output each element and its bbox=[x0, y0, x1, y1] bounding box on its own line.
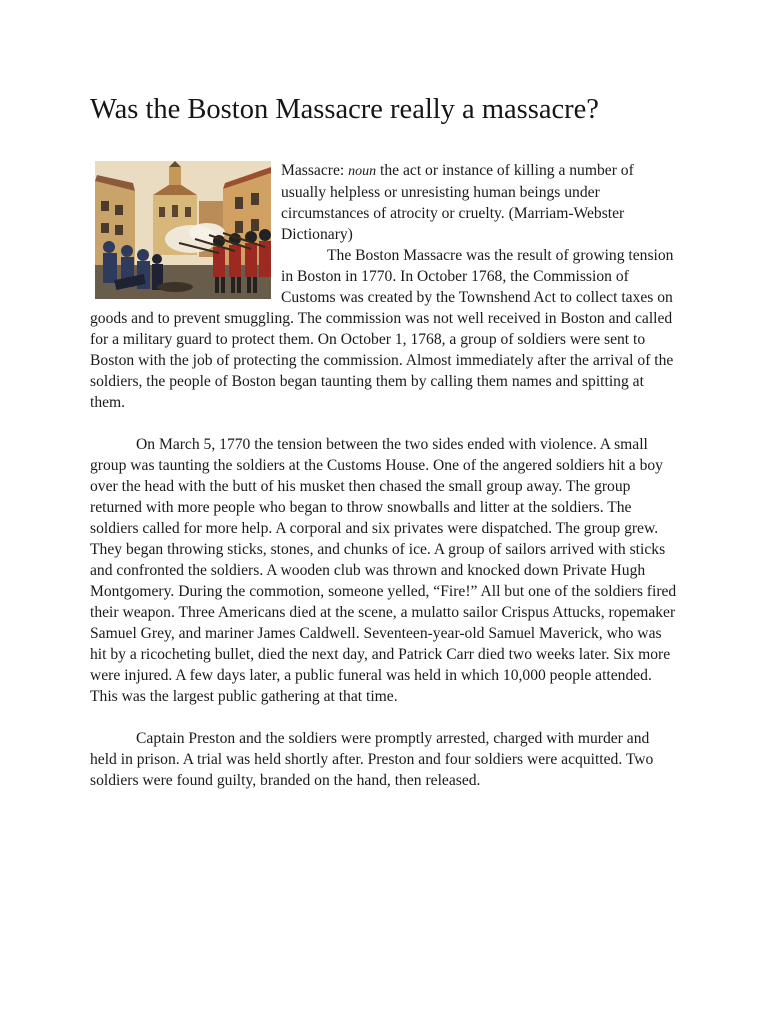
boston-massacre-illustration bbox=[95, 161, 271, 299]
paragraph-1: The Boston Massacre was the result of growing tension in Boston in 1770. In October 1768, the Commission of Customs was created by the Townshend Act to collect taxes on goods and to prevent smuggling. The commission was not well received in Boston and called for a military guard to protect them. On October 1, 1768, a group of soldiers were sent to Boston with the job of protecting the commission. Almost immediately after the arrival of the soldiers, the people of Boston began taunting them by calling them names and spitting at them. bbox=[90, 247, 674, 411]
paragraph-3: Captain Preston and the soldiers were promptly arrested, charged with murder and held in prison. A trial was held shortly after. Preston and four soldiers were acquitted. Two soldiers were found guilty, branded on the hand, then released. bbox=[90, 730, 654, 789]
definition-text: the act or instance of killing a number of usually helpless or unresisting human beings under circumstances of atrocity or cruelty. (Marriam-Webster Dictionary) bbox=[281, 162, 634, 243]
page-title: Was the Boston Massacre really a massacre? bbox=[90, 94, 599, 125]
paragraph-2: On March 5, 1770 the tension between the two sides ended with violence. A small group was taunting the soldiers at the Customs House. One of the angered soldiers hit a boy over the head with the butt of his musket then chased the small group away. The group returned with more people who began to throw snowballs and litter at the soldiers. The soldiers called for more help. A corporal and six privates were dispatched. The group grew. They began throwing sticks, stones, and chunks of ice. A group of sailors arrived with sticks and confronted the soldiers. A wooden club was thrown and knocked down Private Hugh Montgomery. During the commotion, someone yelled, “Fire!” All but one of the soldiers fired their weapon. Three Americans died at the scene, a mulatto sailor Crispus Attucks, ropemaker Samuel Grey, and mariner James Caldwell. Seventeen-year-old Samuel Maverick, who was hit by a ricocheting bullet, died the next day, and Patrick Carr died two weeks later. Six more were injured. A few days later, a public funeral was held in which 10,000 people attended. This was the largest public gathering at that time. bbox=[90, 436, 677, 705]
document-body bbox=[90, 160, 678, 791]
definition-term: Massacre: bbox=[281, 162, 345, 179]
definition-part-of-speech: noun bbox=[348, 164, 377, 179]
